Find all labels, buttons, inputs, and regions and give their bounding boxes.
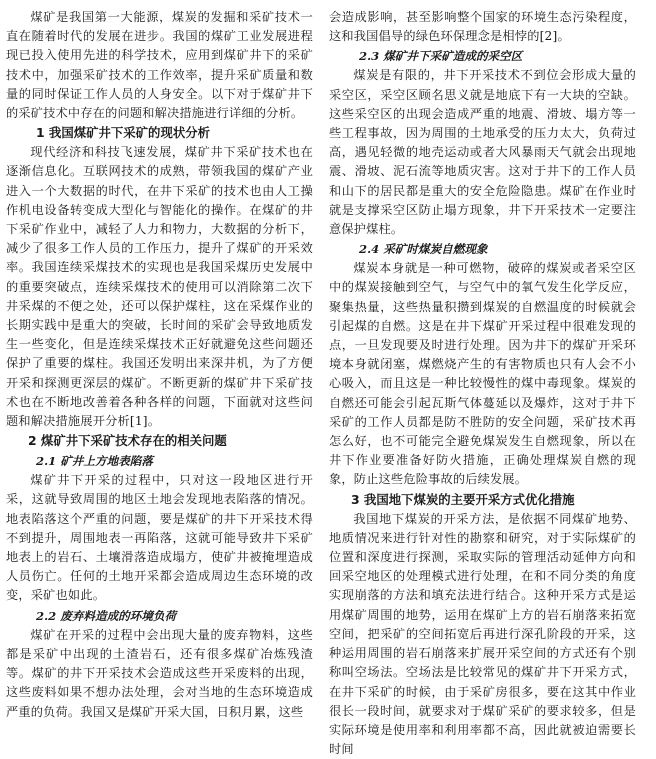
section-1-heading: 1 我国煤矿井下采矿的现状分析 [36,125,211,141]
subsection-2-2-heading: 2.2 废弃料造成的环境负荷 [36,608,177,623]
section-3-paragraph: 我国地下煤炭的开采方法，是依据不同煤矿地势、地质情况来进行针对性的勘察和研究，对于实际煤矿的位置和深度进行探测，采取实际的管理活动延伸方向和回采空地区的处理模式进行处理，在和不同分类的角度实现崩落的方法和填充法进行结合。这种开采方式是运用煤矿周围的地势，运用在煤矿上方的岩石崩落来拓宽空间，把采矿的空间拓宽后再进行深孔阶段的开采，这种运用周围的岩石崩落来扩展开采空间的方式还有个别称叫空场法。空场法是比较常见的煤矿井下开采方式，在井下采矿的时候，由于采矿房很多，要在这其中作业很长一段时间，就要求对于煤矿采矿的要求较多，但是实际环境是使用率和利用率都不高，因此就被迫需要长时间 [329,511,636,757]
left-column [6,8,313,719]
section-1-paragraph: 现代经济和科技飞速发展，煤矿井下采矿技术也在逐渐信息化。互联网技术的成熟，带领我国的煤矿产业进入一个大数据的时代，在井下采矿的技术也由人工操作机电设备转变成大型化与智能化的操作。在煤矿的井下采矿作业中，减轻了人力和物力，大数据的分析下，减少了很多工作人员的工作压力，提升了煤矿的开采效率。我国连续采煤技术的实现也是我国采煤历史发展中的重要突破点，连续采煤技术的使用可以消除第二次下井采煤的不便之处，还可以保护煤柱，这在采煤作业的长期实践中是重大的突破，长时间的采矿会导致地质发生一些变化，但是连续采煤技术正好就避免这些问题还保护了重要的煤柱。我国还发明出来深井机，为了方便开采和探测更深层的煤矿。不断更新的煤矿井下采矿技术也在不断地改善着各种各样的问题，下面就对这些问题和解决措施展开分析[1]。 [6,145,313,429]
subsection-2-1-paragraph: 煤矿井下开采的过程中，只对这一段地区进行开采，这就导致周围的地区土地会发现地表陷落的情况。地表陷落这个严重的问题，要是煤矿的井下开采技术得不到提升，周围地表一再陷落，这就可能导致井下采矿地表上的岩石、土壤滑落造成塌方，使矿井被掩埋造成人员伤亡。任何的土地开采都会造成周边生态环境的改变，采矿也如此。 [6,473,313,603]
section-2-heading: 2 煤矿井下采矿技术存在的相关问题 [28,433,227,449]
subsection-2-3-heading: 2.3 煤矿井下采矿造成的采空区 [359,49,523,64]
subsection-2-1-heading: 2.1 矿井上方地表陷落 [36,454,153,469]
subsection-2-2-paragraph: 煤矿在开采的过程中会出现大量的废弃物料，这些都是采矿中出现的土渣岩石，还有很多煤矿冶炼残渣等。煤矿的井下开采技术会造成这些开采废料的出现，这些废料如果不想办法处理，会对当地的生态环境造成严重的负荷。我国又是煤矿开采大国，日积月累，这些 [6,627,313,719]
intro-paragraph: 煤矿是我国第一大能源，煤炭的发掘和采矿技术一直在随着时代的发展在进步。我国的煤矿工业发展进程现已投入使用先进的科学技术，应用到煤矿井下的采矿技术中，加强采矿技术的工作效率，提升采矿质量和数量的同时保证工作人员的人身安全。以下对于煤矿井下的采矿技术中存在的问题和解决措施进行详细的分析。 [6,10,313,121]
subsection-2-3-paragraph: 煤炭是有限的，井下开采技术不到位会形成大量的采空区，采空区顾名思义就是地底下有一大块的空缺。这些采空区的出现会造成严重的地震、滑坡、塌方等一些工程事故，因为周围的土地承受的压力太大，负荷过高，遇见轻微的地壳运动或者大风暴雨天气就会出现地震、滑坡、泥石流等地质灾害。这对于井下的工作人员和山下的居民都是重大的安全危险隐患。煤矿在作业时就是支撑采空区防止塌方现象，井下开采技术一定要注意保护煤柱。 [329,68,636,237]
section-3-heading: 3 我国地下煤炭的主要开采方式优化措施 [351,491,575,507]
subsection-2-4-heading: 2.4 采矿时煤炭自燃现象 [359,242,488,257]
subsection-2-2-continued: 会造成影响，甚至影响整个国家的环境生态污染程度，这和我国倡导的绿色环保理念是相悖的[2]。 [329,10,636,44]
subsection-2-4-paragraph: 煤炭本身就是一种可燃物，破碎的煤炭或者采空区中的煤炭接触到空气，与空气中的氧气发生化学反应，聚集热量，这些热量积攒到煤炭的自燃温度的时候就会引起煤的自燃。这是在井下煤矿开采过程中很难发现的点，一旦发现要及时进行处理。因为井下的煤矿开采环境本身就闭塞，煤燃烧产生的有害物质也只有人会不小心吸入，而且这是一种比较慢性的煤中毒现象。煤炭的自燃还可能会引起瓦斯气体蔓延以及爆炸，这对于井下采矿的工作人员都是防不胜防的安全问题，采矿技术再怎么好，也不可能完全避免煤炭发生自燃现象，所以在井下作业要准备好防火措施，正确处理煤炭自燃的现象，防止这些危险事故的后续发展。 [329,261,636,487]
right-column [329,8,636,757]
